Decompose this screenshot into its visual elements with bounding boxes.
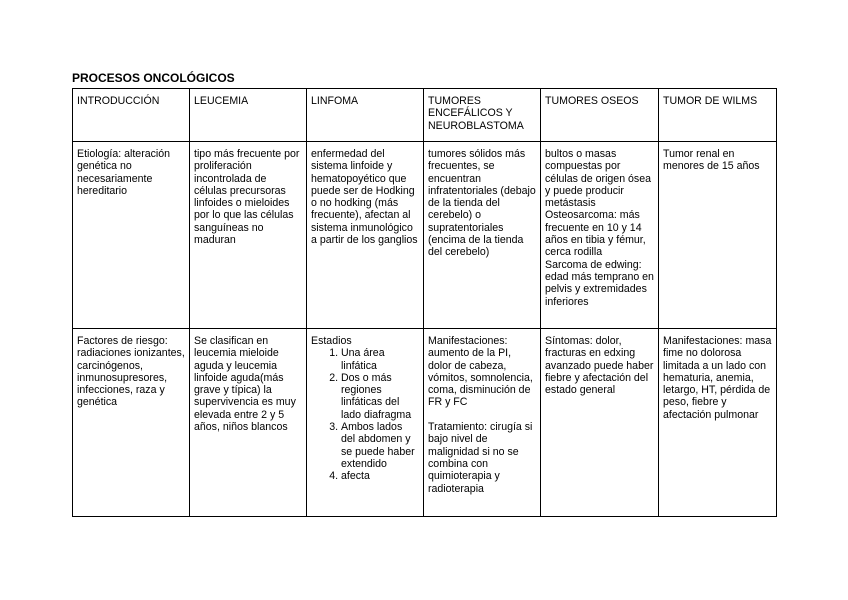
list-item: 3. Ambos lados del abdomen y se puede haber extendido [341,421,419,470]
cell-tumores-oseos-sintomas: Síntomas: dolor, fracturas en edxing avanzado puede haber fiebre y afectación del estado general [541,329,659,517]
encefalicos-tratamiento: Tratamiento: cirugía si bajo nivel de malignidad si no se combina con quimioterapia y radioterapia [428,421,533,495]
cell-leucemia-definicion: tipo más frecuente por proliferación incontrolada de células precursoras linfoides o mieloides por lo que las células sanguíneas no maduran [190,142,307,329]
cell-linfoma-definicion: enfermedad del sistema linfoide y hematopoyético que puede ser de Hodking o no hodking (más frecuente), afectan al sistema inmunológico a partir de los ganglios [307,142,424,329]
header-tumores-oseos: TUMORES OSEOS [541,89,659,142]
table-row [73,142,777,329]
encefalicos-manifestaciones: Manifestaciones: aumento de la PI, dolor de cabeza, vómitos, somnolencia, coma, disminución de FR y FC [428,335,533,409]
table-row [73,329,777,517]
oncology-table [72,88,777,517]
tumores-oseos-general: bultos o masas compuestas por células de origen ósea y puede producir metástasis [545,148,652,210]
list-item: 4. afecta [341,470,419,482]
header-tumores-encefalicos: TUMORES ENCEFÁLICOS Y NEUROBLASTOMA [424,89,541,142]
header-tumor-wilms: TUMOR DE WILMS [659,89,777,142]
list-item: 2. Dos o más regiones linfáticas del lado diafragma [341,372,419,421]
cell-tumores-oseos-definicion [541,142,659,329]
header-introduccion: INTRODUCCIÓN [73,89,190,142]
cell-tumores-encefalicos-clinica [424,329,541,517]
linfoma-estadios-label: Estadios [311,335,352,347]
tumores-oseos-sarcoma-edwing: Sarcoma de edwing: edad más temprano en pelvis y extremidades inferiores [545,258,654,308]
cell-linfoma-estadios [307,329,424,517]
header-leucemia: LEUCEMIA [190,89,307,142]
tumores-oseos-osteosarcoma: Osteosarcoma: más frecuente en 10 y 14 años en tibia y fémur, cerca rodilla [545,209,646,259]
cell-introduccion-etiologia: Etiología: alteración genética no necesariamente hereditario [73,142,190,329]
cell-tumor-wilms-manifestaciones: Manifestaciones: masa fime no dolorosa limitada a un lado con hematuria, anemia, letargo, HT, pérdida de peso, fiebre y afectación pulmonar [659,329,777,517]
cell-leucemia-clasificacion: Se clasifican en leucemia mieloide aguda y leucemia linfoide aguda(más grave y típica) la supervivencia es muy elevada entre 2 y 5 años, niños blancos [190,329,307,517]
linfoma-stage-list [311,347,419,482]
cell-introduccion-factores: Factores de riesgo: radiaciones ionizantes, carcinógenos, inmunosupresores, infecciones, raza y genética [73,329,190,517]
cell-tumores-encefalicos-definicion: tumores sólidos más frecuentes, se encuentran infratentoriales (debajo de la tienda del cerebelo) o supratentoriales (encima de la tienda del cerebelo) [424,142,541,329]
paragraph-gap [428,409,536,421]
cell-tumor-wilms-definicion: Tumor renal en menores de 15 años [659,142,777,329]
table-header-row [73,89,777,142]
list-item: 1. Una área linfática [341,347,419,372]
page-title: PROCESOS ONCOLÓGICOS [72,71,235,85]
header-linfoma: LINFOMA [307,89,424,142]
